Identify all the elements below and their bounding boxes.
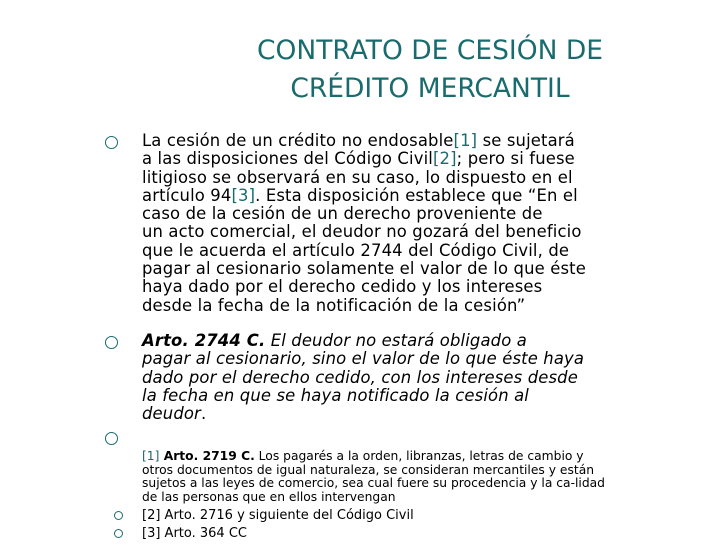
bullet-icon [114, 511, 123, 520]
footnote-2: [2] Arto. 2716 y siguiente del Código Civil [142, 508, 414, 523]
slide-title [150, 32, 710, 108]
title-line-1: CONTRATO DE CESIÓN DE [257, 35, 603, 66]
footnote-1-ref[interactable]: [1] [142, 449, 160, 463]
bullet-icon [114, 529, 123, 538]
footnote-ref-1[interactable]: [1] [453, 131, 478, 150]
title-line-2: CRÉDITO MERCANTIL [290, 73, 570, 104]
article-ref: Arto. 2744 C. [142, 331, 266, 350]
bullet-icon [105, 136, 118, 149]
paragraph-cesion: La cesión de un crédito no endosable[1] se sujetará a las disposiciones del Código Civil[2]; pero si fuese litigioso se observará en su caso, lo dispuesto en el artículo 94[3]. Esta disposición establece que “En el caso de la cesión de un derecho proveniente de un acto comercial, el deudor no gozará del beneficio que le acuerda el artículo 2744 del Código Civil, de pagar al cesionario solamente el valor de lo que éste haya dado por el derecho cedido y los intereses desde la fecha de la notificación de la cesión” [142, 131, 586, 315]
footnote-ref-2[interactable]: [2] [432, 149, 457, 169]
bullet-icon [105, 336, 118, 349]
footnote-1: [1] Arto. 2719 C. Los pagarés a la orden, libranzas, letras de cambio y otros documentos de igual naturaleza, se consideran mercantiles y están sujetos a las leyes de comercio, sea cual fuere su procedencia y la ca-lidad de las personas que en ellos intervengan [142, 449, 605, 504]
bullet-icon [105, 432, 118, 445]
footnote-ref-3[interactable]: [3] [231, 185, 256, 205]
footnote-3: [3] Arto. 364 CC [142, 526, 247, 541]
paragraph-arto-2744: Arto. 2744 C. El deudor no estará obligado a pagar al cesionario, sino el valor de lo que éste haya dado por el derecho cedido, con los intereses desde la fecha en que se haya notificado la cesión al deudor. [142, 331, 585, 424]
